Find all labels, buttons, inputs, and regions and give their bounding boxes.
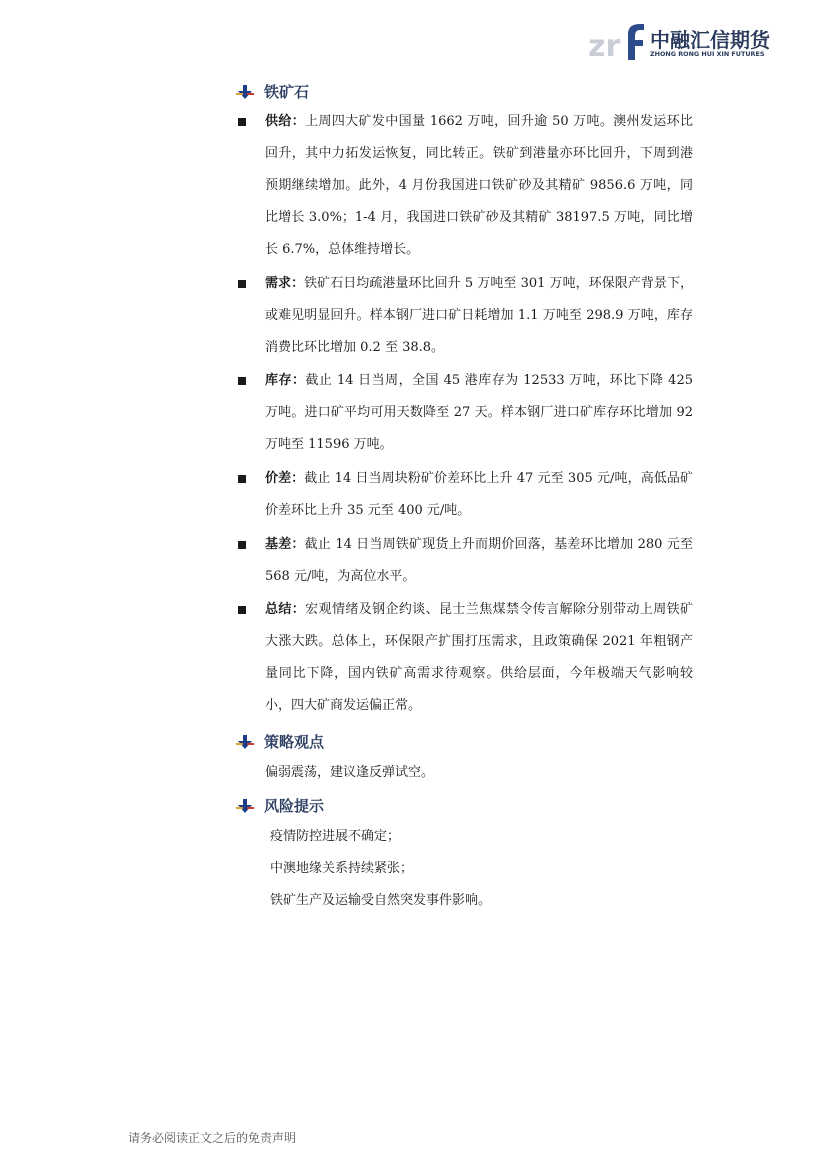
paragraph-label: 价差：	[265, 471, 305, 486]
zrf-logo-icon	[588, 20, 650, 64]
bullet-icon	[238, 280, 246, 288]
section-title-strategy	[236, 731, 324, 752]
svg-text:zr: zr	[588, 29, 621, 64]
section-arrow-icon	[236, 798, 254, 814]
paragraph-demand	[265, 268, 693, 364]
paragraph-summary	[265, 594, 693, 722]
paragraph-label: 基差：	[265, 537, 305, 552]
bullet-icon	[238, 475, 246, 483]
bullet-icon	[238, 118, 246, 126]
paragraph-text: 铁矿石日均疏港量环比回升 5 万吨至 301 万吨，环保限产背景下，或难见明显回升。样本钢厂进口矿日耗增加 1.1 万吨至 298.9 万吨，库存消费比环比增加 0.2 至 38.8。	[265, 276, 693, 355]
paragraph-inventory	[265, 365, 693, 461]
section-title-risk	[236, 795, 324, 816]
paragraph-label: 总结：	[265, 602, 306, 617]
risk-item: 铁矿生产及运输受自然突发事件影响。	[270, 893, 492, 908]
footer-disclaimer: 请务必阅读正文之后的免责声明	[128, 1131, 297, 1145]
paragraph-basis	[265, 529, 693, 593]
paragraph-supply	[265, 106, 693, 266]
paragraph-label: 需求：	[265, 276, 305, 291]
section-arrow-icon	[236, 734, 254, 750]
paragraph-spread	[265, 463, 693, 527]
logo-cn-text: 中融汇信期货	[650, 28, 770, 52]
paragraph-text: 截止 14 日当周块粉矿价差环比上升 47 元至 305 元/吨，高低品矿价差环比上升 35 元至 400 元/吨。	[265, 471, 693, 518]
section-title-text: 风险提示	[264, 797, 325, 815]
logo-en-text: ZHONG RONG HUI XIN FUTURES	[650, 50, 765, 58]
risk-item: 中澳地缘关系持续紧张；	[270, 861, 414, 876]
company-logo	[588, 20, 778, 64]
paragraph-text: 宏观情绪及钢企约谈、昆士兰焦煤禁令传言解除分别带动上周铁矿大涨大跌。总体上，环保限产扩围打压需求，且政策确保 2021 年粗钢产量同比下降，国内铁矿高需求待观察。供给层面，今年极端天气影响较小，四大矿商发运偏正常。	[265, 602, 693, 713]
bullet-icon	[238, 377, 246, 385]
bullet-icon	[238, 541, 246, 549]
paragraph-text: 截止 14 日当周铁矿现货上升而期价回落，基差环比增加 280 元至 568 元/吨，为高位水平。	[265, 537, 693, 584]
section-arrow-icon	[236, 84, 254, 100]
strategy-text: 偏弱震荡，建议逢反弹试空。	[265, 765, 435, 780]
risk-item: 疫情防控进展不确定；	[270, 829, 401, 844]
bullet-icon	[238, 606, 246, 614]
section-title-text: 铁矿石	[264, 83, 310, 101]
section-title-iron-ore	[236, 81, 309, 102]
section-title-text: 策略观点	[264, 733, 325, 751]
paragraph-text: 上周四大矿发中国量 1662 万吨，回升逾 50 万吨。澳州发运环比回升，其中力拓发运恢复，同比转正。铁矿到港量亦环比回升，下周到港预期继续增加。此外，4 月份我国进口铁矿砂及其精矿 9856.6 万吨，同比增长 3.0%；1-4 月，我国进口铁矿砂及其精矿 38197.5 万吨，同比增长 6.7%，总体维持增长。	[265, 114, 693, 257]
paragraph-text: 截止 14 日当周，全国 45 港库存为 12533 万吨，环比下降 425 万吨。进口矿平均可用天数降至 27 天。样本钢厂进口矿库存环比增加 92 万吨至 11596 万吨。	[265, 373, 693, 452]
paragraph-label: 库存：	[265, 373, 306, 388]
paragraph-label: 供给：	[265, 114, 306, 129]
